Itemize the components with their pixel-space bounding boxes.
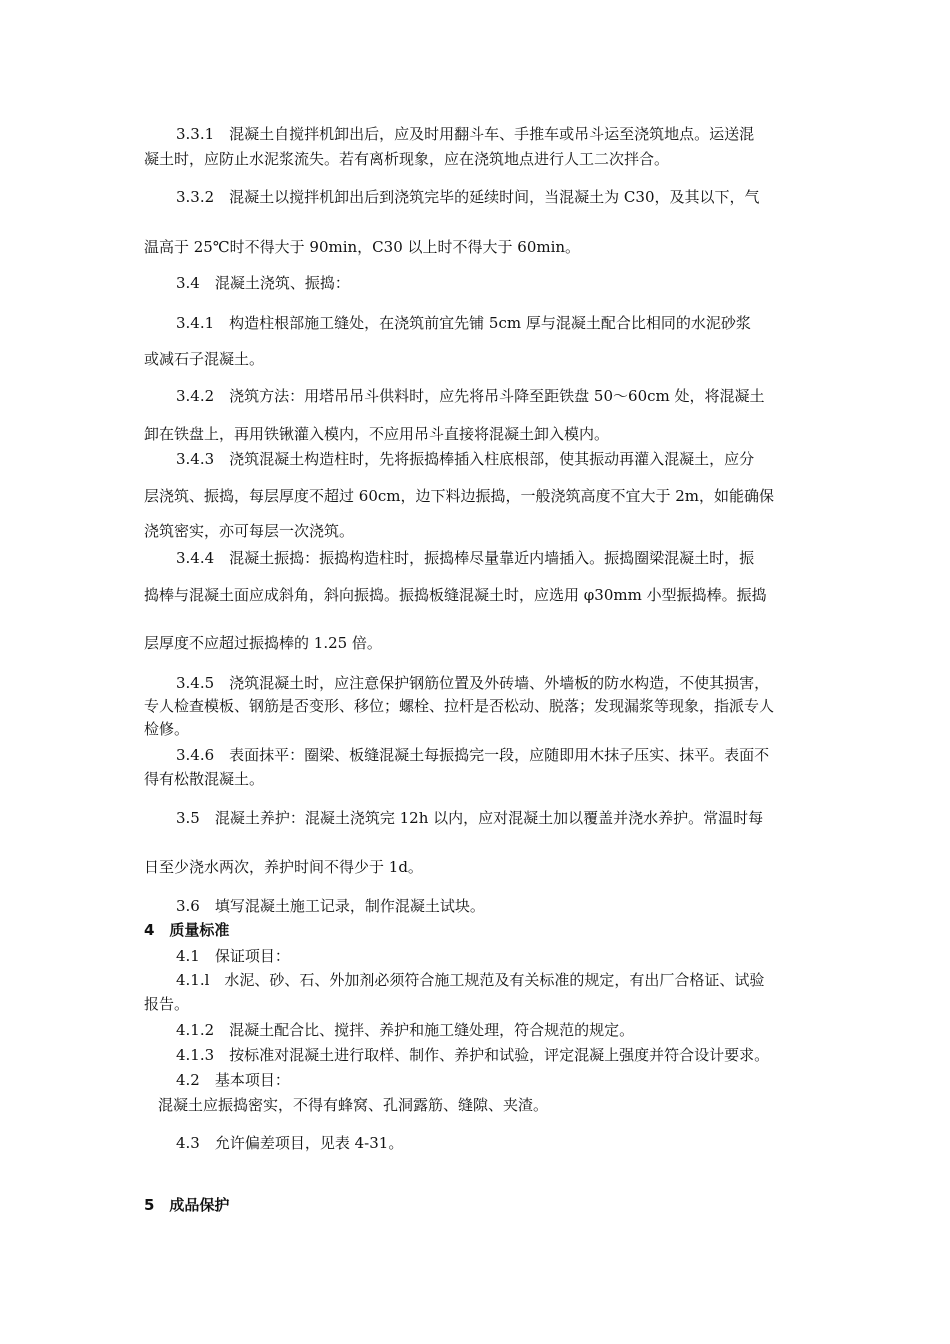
para-3-4-4-line-2: 捣棒与混凝土面应成斜角，斜向振捣。振捣板缝混凝土时，应选用 φ30mm 小型振捣棒。振捣 xyxy=(144,586,767,604)
para-3-4-2-line-1: 3.4.2 浇筑方法：用塔吊吊斗供料时，应先将吊斗降至距铁盘 50～60cm 处，将混凝土 xyxy=(176,387,765,405)
heading-4-1: 4.1 保证项目： xyxy=(176,947,290,965)
heading-3-4: 3.4 混凝土浇筑、振捣： xyxy=(176,274,350,292)
para-3-3-2-line-1: 3.3.2 混凝土以搅拌机卸出后到浇筑完毕的延续时间，当混凝土为 C30，及其以下，气 xyxy=(176,188,760,206)
para-3-3-1-line-2: 凝土时，应防止水泥浆流失。若有离析现象，应在浇筑地点进行人工二次拌合。 xyxy=(144,150,670,168)
para-4-1-2: 4.1.2 混凝土配合比、搅拌、养护和施工缝处理，符合规范的规定。 xyxy=(176,1021,635,1039)
para-3-4-5-line-3: 检修。 xyxy=(144,720,190,738)
para-4-1-1-line-1: 4.1.l 水泥、砂、石、外加剂必须符合施工规范及有关标准的规定，有出厂合格证、试验 xyxy=(176,971,765,989)
para-3-4-1-line-1: 3.4.1 构造柱根部施工缝处，在浇筑前宜先铺 5cm 厚与混凝土配合比相同的水泥砂浆 xyxy=(176,314,751,332)
para-3-3-1-line-1: 3.3.1 混凝土自搅拌机卸出后，应及时用翻斗车、手推车或吊斗运至浇筑地点。运送混 xyxy=(176,125,755,143)
para-3-4-4-line-1: 3.4.4 混凝土振捣：振捣构造柱时，振捣棒尽量靠近内墙插入。振捣圈梁混凝土时，振 xyxy=(176,549,755,567)
para-3-6: 3.6 填写混凝土施工记录，制作混凝土试块。 xyxy=(176,897,485,915)
para-3-4-3-line-3: 浇筑密实，亦可每层一次浇筑。 xyxy=(144,522,355,540)
para-3-4-4-line-3: 层厚度不应超过振捣棒的 1.25 倍。 xyxy=(144,634,382,652)
para-3-4-3-line-1: 3.4.3 浇筑混凝土构造柱时，先将振捣棒插入柱底根部，使其振动再灌入混凝土，应分 xyxy=(176,450,755,468)
para-3-4-2-line-2: 卸在铁盘上，再用铁锹灌入模内，不应用吊斗直接将混凝土卸入模内。 xyxy=(144,425,610,443)
para-4-2-text: 混凝土应振捣密实，不得有蜂窝、孔洞露筋、缝隙、夹渣。 xyxy=(158,1096,549,1114)
para-4-3: 4.3 允许偏差项目，见表 4-31。 xyxy=(176,1134,404,1152)
para-3-4-5-line-1: 3.4.5 浇筑混凝土时，应注意保护钢筋位置及外砖墙、外墙板的防水构造，不使其损害， xyxy=(176,674,770,692)
para-3-3-2-line-2: 温高于 25℃时不得大于 90min，C30 以上时不得大于 60min。 xyxy=(144,238,581,256)
para-3-4-5-line-2: 专人检查模板、钢筋是否变形、移位；螺栓、拉杆是否松动、脱落；发现漏浆等现象，指派专人 xyxy=(144,697,775,715)
para-4-1-3: 4.1.3 按标准对混凝土进行取样、制作、养护和试验，评定混凝上强度并符合设计要求。 xyxy=(176,1046,770,1064)
para-3-4-6-line-1: 3.4.6 表面抹平：圈梁、板缝混凝土每振捣完一段，应随即用木抹子压实、抹平。表面不 xyxy=(176,746,770,764)
section-heading-4: 4 质量标准 xyxy=(144,921,230,939)
heading-4-2: 4.2 基本项目： xyxy=(176,1071,290,1089)
section-heading-5: 5 成品保护 xyxy=(144,1196,230,1214)
para-4-1-1-line-2: 报告。 xyxy=(144,995,190,1013)
para-3-4-3-line-2: 层浇筑、振捣，每层厚度不超过 60cm，边下料边振捣，一般浇筑高度不宜大于 2m，如能确保 xyxy=(144,487,775,505)
para-3-5-line-2: 日至少浇水两次，养护时间不得少于 1d。 xyxy=(144,858,423,876)
para-3-4-6-line-2: 得有松散混凝土。 xyxy=(144,770,265,788)
para-3-5-line-1: 3.5 混凝土养护：混凝土浇筑完 12h 以内，应对混凝土加以覆盖并浇水养护。常温时每 xyxy=(176,809,764,827)
para-3-4-1-line-2: 或减石子混凝土。 xyxy=(144,350,265,368)
